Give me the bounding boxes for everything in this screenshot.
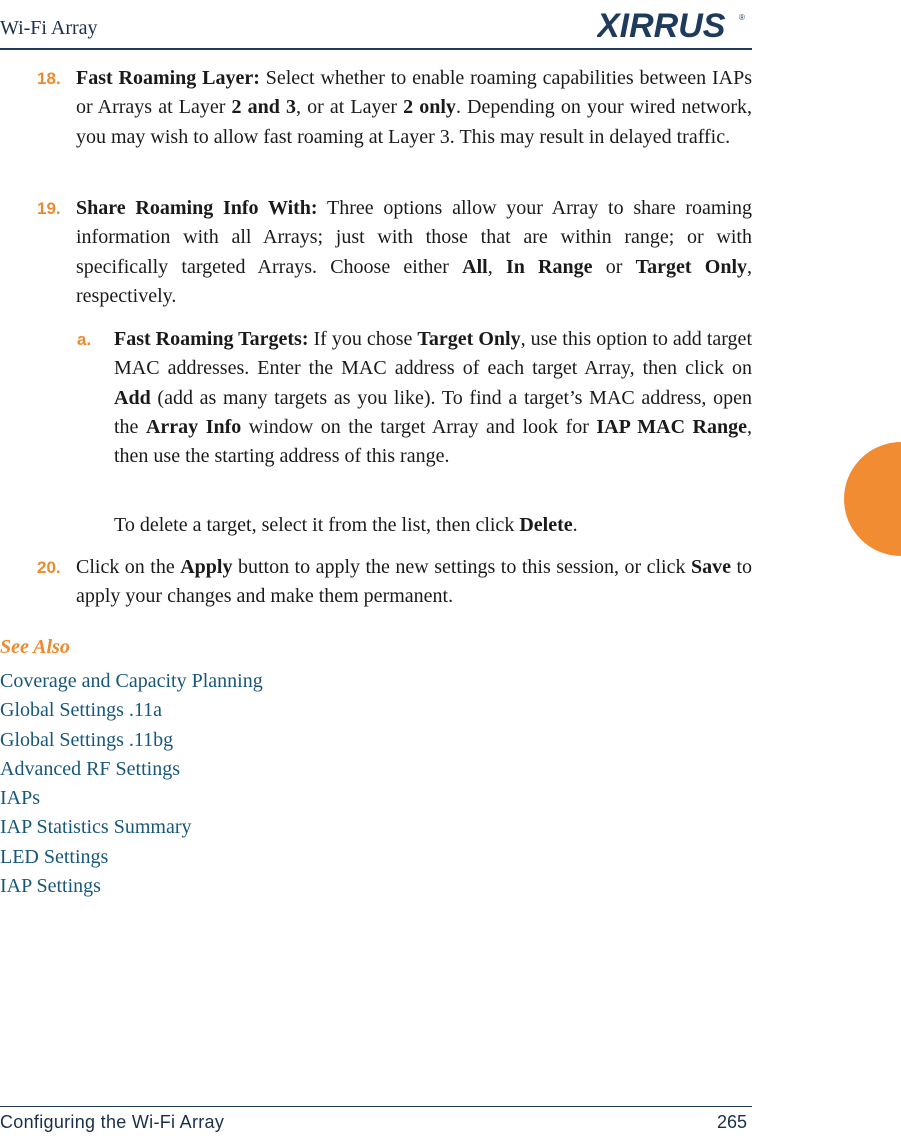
page-number: 265 xyxy=(716,1112,747,1132)
see-also-link-iap-settings[interactable]: IAP Settings xyxy=(0,875,101,898)
substep-text: Fast Roaming Targets: If you chose Target Only, use this option to add target MAC addresses. Enter the MAC address of each target Array, then click on Add (add as many targets as you like). To find a target’s MAC address, open the Array Info window on the target Array and look for IAP MAC Range, then use the starting address of this range. xyxy=(114,328,752,468)
see-also-link-global-11bg[interactable]: Global Settings .11bg xyxy=(0,728,174,751)
see-also-link-iaps[interactable]: IAPs xyxy=(0,787,41,810)
svg-text:®: ® xyxy=(739,13,745,22)
see-also-link-advanced-rf[interactable]: Advanced RF Settings xyxy=(0,757,180,780)
xirrus-logo xyxy=(597,6,747,42)
see-also-link-global-11a[interactable]: Global Settings .11a xyxy=(0,699,163,722)
see-also-links xyxy=(0,667,263,901)
footer-section-title: Configuring the Wi-Fi Array xyxy=(0,1112,225,1132)
see-also-heading: See Also xyxy=(0,636,70,658)
footer-rule xyxy=(0,1106,752,1107)
step-text: Share Roaming Info With: Three options allow your Array to share roaming information with all Arrays; just with those that are within range; or with specifically targeted Arrays. Choose either All, In Range or Target Only, respectively. xyxy=(76,197,752,307)
substep-letter: a. xyxy=(77,330,92,349)
step-number: 20. xyxy=(37,558,61,577)
step-text: Click on the Apply button to apply the new settings to this session, or click Save to apply your changes and make them permanent. xyxy=(76,556,753,608)
see-also-link-coverage[interactable]: Coverage and Capacity Planning xyxy=(0,670,263,692)
see-also-link-led-settings[interactable]: LED Settings xyxy=(0,845,109,868)
step-number: 18. xyxy=(37,69,61,88)
step-number: 19. xyxy=(37,199,61,218)
svg-text:XIRRUS: XIRRUS xyxy=(597,7,726,42)
header-rule xyxy=(0,48,752,50)
delete-note: To delete a target, select it from the list, then click Delete. xyxy=(114,514,578,536)
step-text: Fast Roaming Layer: Select whether to enable roaming capabilities between IAPs or Arrays at Layer 2 and 3, or at Layer 2 only. Depending on your wired network, you may wish to allow fast roaming at Layer 3. This may result in delayed traffic. xyxy=(76,67,753,148)
see-also-link-iap-statistics[interactable]: IAP Statistics Summary xyxy=(0,816,192,839)
running-header-title: Wi-Fi Array xyxy=(0,17,98,39)
